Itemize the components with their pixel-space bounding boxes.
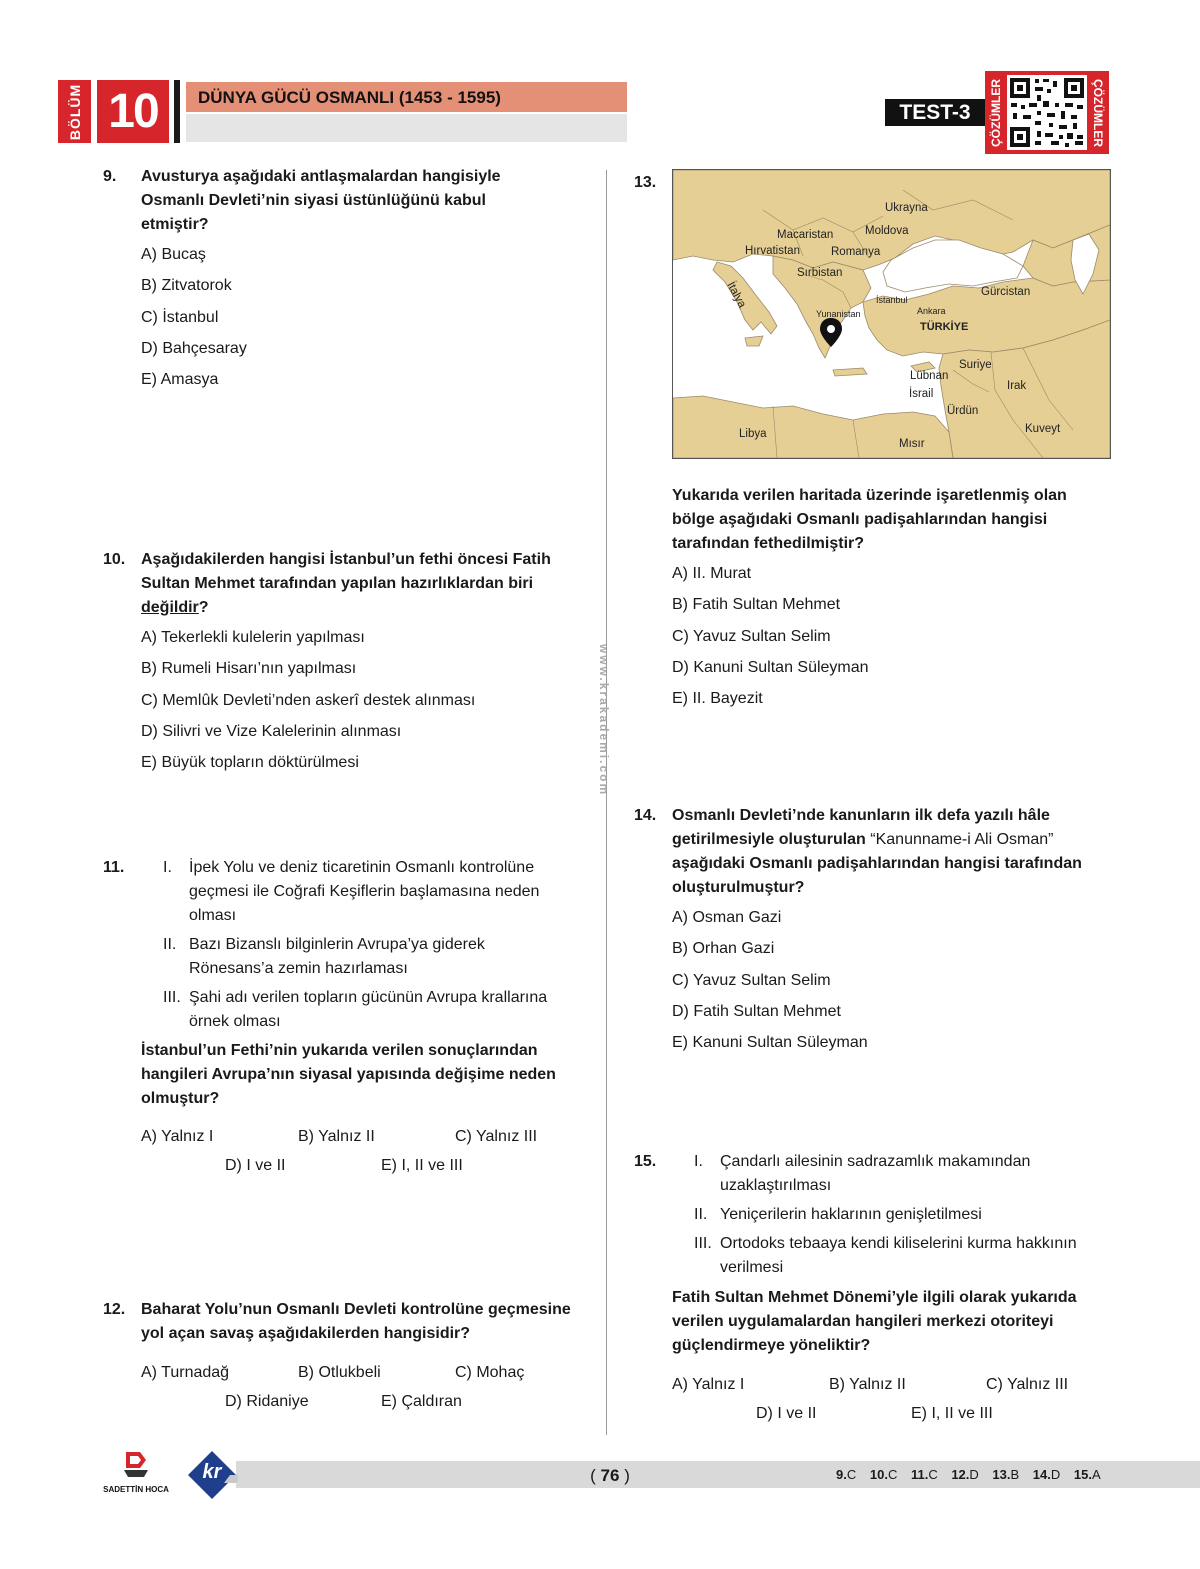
- solutions-label-right: ÇÖZÜMLER: [1091, 78, 1105, 147]
- option-d[interactable]: D) Ridaniye: [225, 1393, 309, 1410]
- answer-item: 12.D: [951, 1467, 979, 1482]
- option-e[interactable]: E) Amasya: [141, 371, 219, 389]
- brand-icon: [100, 1450, 172, 1480]
- page-number: ( 76 ): [590, 1466, 630, 1485]
- map-label: Libya: [739, 428, 767, 440]
- question-stem: Avusturya aşağıdaki antlaşmalardan hangisiyle Osmanlı Devleti’nin siyasi üstünlüğünü kabul etmiştir?: [141, 168, 501, 233]
- section-badge: BÖLÜM: [58, 80, 91, 143]
- map: [672, 169, 1111, 459]
- map-label: Ankara: [917, 306, 946, 316]
- answer-item: 15.A: [1073, 1467, 1101, 1482]
- option-e[interactable]: E) II. Bayezit: [672, 690, 763, 708]
- answer-item: 9.C: [836, 1467, 857, 1482]
- answer-item: 14.D: [1032, 1467, 1061, 1482]
- option-a[interactable]: A) Yalnız I: [672, 1376, 745, 1393]
- options-list: [672, 562, 869, 718]
- unit-title-bar: [186, 82, 627, 112]
- statement: I. Çandarlı ailesinin sadrazamlık makamından uzaklaştırılması: [694, 1153, 1031, 1194]
- option-e[interactable]: E) I, II ve III: [911, 1405, 993, 1422]
- option-e[interactable]: E) Çaldıran: [381, 1393, 462, 1410]
- statement: III. Şahi adı verilen topların gücünün Avrupa krallarına örnek olması: [163, 989, 548, 1030]
- option-d[interactable]: D) I ve II: [756, 1405, 817, 1422]
- option-e[interactable]: E) I, II ve III: [381, 1157, 463, 1174]
- header-gray-bar: [186, 114, 627, 142]
- option-b[interactable]: B) Fatih Sultan Mehmet: [672, 596, 841, 614]
- option-a[interactable]: A) Yalnız I: [141, 1128, 214, 1145]
- question-number: 14.: [634, 807, 657, 824]
- question-stem: Baharat Yolu’nun Osmanlı Devleti kontrolüne geçmesine yol açan savaş aşağıdakilerden hangisidir?: [141, 1301, 571, 1342]
- question-stem: Osmanlı Devleti’nde kanunların ilk defa yazılı hâle getirilmesiyle oluşturulan “Kanunname-i Ali Osman” aşağıdaki Osmanlı padişahlarından hangisi tarafından oluşturulmuştur?: [672, 807, 1082, 896]
- option-a[interactable]: A) Bucaş: [141, 246, 206, 263]
- option-b[interactable]: B) Rumeli Hisarı’nın yapılması: [141, 660, 357, 678]
- option-e[interactable]: E) Büyük topların döktürülmesi: [141, 754, 359, 772]
- option-a[interactable]: A) II. Murat: [672, 565, 752, 582]
- statements-list: [694, 1150, 1104, 1285]
- map-label: Macaristan: [777, 229, 834, 241]
- statement: I. İpek Yolu ve deniz ticaretinin Osmanlı kontrolüne geçmesi ile Coğrafi Keşiflerin başlamasına neden olması: [163, 859, 540, 924]
- option-a[interactable]: A) Turnadağ: [141, 1364, 230, 1381]
- answer-item: 10.C: [869, 1467, 898, 1482]
- option-d[interactable]: D) I ve II: [225, 1157, 286, 1174]
- option-a[interactable]: A) Osman Gazi: [672, 909, 782, 926]
- statements-list: [163, 856, 573, 1039]
- map-label: İsrail: [909, 388, 934, 400]
- map-label: Yunanistan: [816, 309, 861, 319]
- option-d[interactable]: D) Kanuni Sultan Süleyman: [672, 658, 869, 676]
- option-e[interactable]: E) Kanuni Sultan Süleyman: [672, 1034, 868, 1052]
- question-number: 13.: [634, 174, 657, 191]
- option-c[interactable]: C) İstanbul: [141, 308, 219, 326]
- question-stem: Aşağıdakilerden hangisi İstanbul’un fethi öncesi Fatih Sultan Mehmet tarafından yapılan hazırlıklardan biri değildir?: [141, 551, 551, 616]
- option-d[interactable]: D) Bahçesaray: [141, 339, 247, 357]
- map-label: Sırbistan: [797, 267, 843, 279]
- question-stem: Fatih Sultan Mehmet Dönemi’yle ilgili olarak yukarıda verilen uygulamalardan hangileri merkezi otoriteyi güçlendirmeye yöneliktir?: [672, 1289, 1077, 1354]
- map-label: Irak: [1007, 380, 1027, 392]
- option-b[interactable]: B) Yalnız II: [829, 1376, 906, 1393]
- option-a[interactable]: A) Tekerlekli kulelerin yapılması: [141, 629, 365, 646]
- option-b[interactable]: B) Otlukbeli: [298, 1364, 381, 1381]
- options-list: [672, 906, 868, 1062]
- options-list: [141, 243, 247, 399]
- map-label: Ürdün: [947, 405, 979, 417]
- question-number: 12.: [103, 1301, 126, 1318]
- statement: II. Yeniçerilerin haklarının genişletilmesi: [694, 1206, 982, 1223]
- question-stem: İstanbul’un Fethi’nin yukarıda verilen sonuçlarından hangileri Avrupa’nın siyasal yapısında değişime neden olmuştur?: [141, 1042, 556, 1107]
- kr-logo: kr: [186, 1449, 238, 1501]
- map-label: Mısır: [899, 438, 925, 450]
- map-label: Ukrayna: [885, 202, 928, 214]
- answer-item: 11.C: [910, 1467, 938, 1482]
- unit-title: DÜNYA GÜCÜ OSMANLI (1453 - 1595): [198, 88, 501, 107]
- map-label: Gürcistan: [981, 286, 1031, 298]
- solutions-label-left: ÇÖZÜMLER: [989, 78, 1003, 147]
- solutions-qr-box[interactable]: [985, 71, 1109, 154]
- question-number: 15.: [634, 1153, 657, 1170]
- question-stem: Yukarıda verilen haritada üzerinde işaretlenmiş olan bölge aşağıdaki Osmanlı padişahlarından hangisi tarafından fethedilmiştir?: [672, 487, 1067, 552]
- underlined-word: değildir: [141, 599, 199, 616]
- statement: III. Ortodoks tebaaya kendi kiliselerini kurma hakkının verilmesi: [694, 1235, 1077, 1276]
- qr-code-icon[interactable]: [1007, 75, 1087, 150]
- unit-number: 10: [97, 80, 169, 143]
- option-d[interactable]: D) Fatih Sultan Mehmet: [672, 1002, 841, 1020]
- map-label: Moldova: [865, 225, 909, 237]
- map-label: İstanbul: [876, 295, 908, 305]
- map-label: Hırvatistan: [745, 245, 800, 257]
- option-c[interactable]: C) Mohaç: [455, 1364, 525, 1381]
- options-list: [141, 626, 475, 782]
- answer-key: [836, 1467, 1111, 1482]
- statement: II. Bazı Bizanslı bilginlerin Avrupa’ya giderek Rönesans’a zemin hazırlaması: [163, 936, 485, 977]
- option-b[interactable]: B) Zitvatorok: [141, 277, 232, 295]
- option-b[interactable]: B) Yalnız II: [298, 1128, 375, 1145]
- option-c[interactable]: C) Yalnız III: [455, 1128, 538, 1145]
- map-label: Kuveyt: [1025, 423, 1061, 435]
- option-c[interactable]: C) Yalnız III: [986, 1376, 1069, 1393]
- map-label: TÜRKİYE: [920, 321, 969, 333]
- answer-item: 13.B: [992, 1467, 1020, 1482]
- brand-name: SADETTİN HOCA: [103, 1485, 169, 1494]
- map-label: Lübnan: [910, 370, 949, 382]
- question-number: 11.: [103, 859, 125, 876]
- option-c[interactable]: C) Yavuz Sultan Selim: [672, 971, 831, 989]
- option-c[interactable]: C) Memlûk Devleti’nden askerî destek alınması: [141, 691, 476, 709]
- question-number: 9.: [103, 168, 117, 185]
- brand-logo: [100, 1450, 172, 1494]
- watermark: www.krakademi.com: [597, 643, 611, 797]
- option-d[interactable]: D) Silivri ve Vize Kalelerinin alınması: [141, 722, 402, 740]
- option-b[interactable]: B) Orhan Gazi: [672, 940, 775, 958]
- divider: [174, 80, 180, 143]
- map-label: Romanya: [831, 246, 881, 258]
- map-label: Suriye: [959, 359, 992, 371]
- test-label: TEST-3: [885, 99, 985, 126]
- map-label: İtalya: [724, 280, 748, 310]
- question-number: 10.: [103, 551, 126, 568]
- option-c[interactable]: C) Yavuz Sultan Selim: [672, 627, 831, 645]
